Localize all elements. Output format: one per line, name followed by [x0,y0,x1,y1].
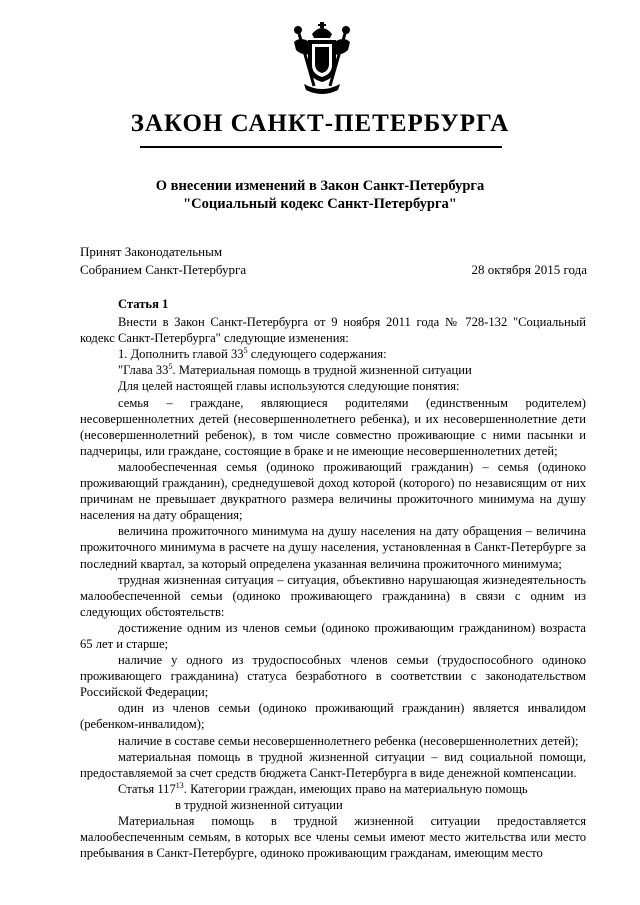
article-intro: Внести в Закон Санкт-Петербурга от 9 ноября 2011 года № 728-132 "Социальный кодекс Санкт-Петербурга" следующие изменения: [80,315,586,346]
coat-of-arms-icon [290,20,354,96]
law-body [80,296,586,861]
definitions-intro: Для целей настоящей главы используются следующие понятия: [118,379,460,394]
adoption-date: 28 октября 2015 года [471,262,587,277]
circumstance-minor-children: наличие в составе семьи несовершеннолетнего ребенка (несовершеннолетних детей); [118,733,579,748]
article-117-title-line-2: в трудной жизненной ситуации [175,797,343,812]
adoption-block [80,243,246,279]
item-1: 1. Дополнить главой $33^5$ следующего содержания: [118,346,387,362]
definition-family: семья – граждане, являющиеся родителями (единственным родителем) несовершеннолетних детей (несовершеннолетнего ребенка), и их несовершеннолетние дети (несовершеннолетний ребенок), в том числе совместно проживающие с ними пасынки и падчерицы, или граждане, состоящие в браке и не имеющие несовершеннолетних детей; [80,395,586,458]
chapter-title: "Глава $33^5$. Материальная помощь в трудной жизненной ситуации [118,362,472,378]
subject-line-1: О внесении изменений в Закон Санкт-Петербурга [155,178,485,194]
adoption-line-2: Собранием Санкт-Петербурга [80,262,247,277]
aid-eligibility-paragraph: Материальная помощь в трудной жизненной ситуации предоставляется малообеспеченным семьям, в которых все члены семьи имеют место жительства или место пребывания в Санкт-Петербурге, одиноко проживающим гражданам, имеющим место [80,814,586,861]
law-subject [0,177,640,213]
definition-difficult-situation: трудная жизненная ситуация – ситуация, объективно нарушающая жизнедеятельность малообеспеченной семьи (одиноко проживающего гражданина) в связи с одним из следующих обстоятельств: [80,572,586,619]
circumstance-unemployed: наличие у одного из трудоспособных членов семьи (трудоспособного одиноко проживающего гражданина) статуса безработного в соответствии с законодательством Российской Федерации; [80,653,586,700]
subject-line-2: "Социальный кодекс Санкт-Петербурга" [183,196,457,212]
adoption-line-1: Принят Законодательным [80,244,223,259]
article-117-title: Статья $117^{13}$. Категории граждан, имеющих право на материальную помощь [118,780,528,796]
definition-low-income-family: малообеспеченная семья (одиноко проживающий гражданин) – семья (одиноко проживающий гражданин), среднедушевой доход которой (которого) по независящим от них причинам не превышает двукратного размера величины прожиточного минимума на душу населения на дату обращения; [80,459,586,523]
definition-subsistence-minimum: величина прожиточного минимума на душу населения на дату обращения – величина прожиточного минимума в расчете на душу населения, установленная в Санкт-Петербурге за последний квартал, за который определена указанная величина прожиточного минимума; [80,524,586,571]
article-heading: Статья 1 [118,297,169,311]
circumstance-disabled: один из членов семьи (одиноко проживающий гражданин) является инвалидом (ребенком-инвалидом); [80,701,586,732]
definition-material-aid: материальная помощь в трудной жизненной ситуации – вид социальной помощи, предоставляемой за счет средств бюджета Санкт-Петербурга в виде денежной компенсации. [80,749,586,780]
circumstance-age: достижение одним из членов семьи (одиноко проживающим гражданином) возраста 65 лет и старше; [80,620,586,651]
law-title: ЗАКОН САНКТ-ПЕТЕРБУРГА [130,110,510,137]
title-underline [140,146,502,148]
